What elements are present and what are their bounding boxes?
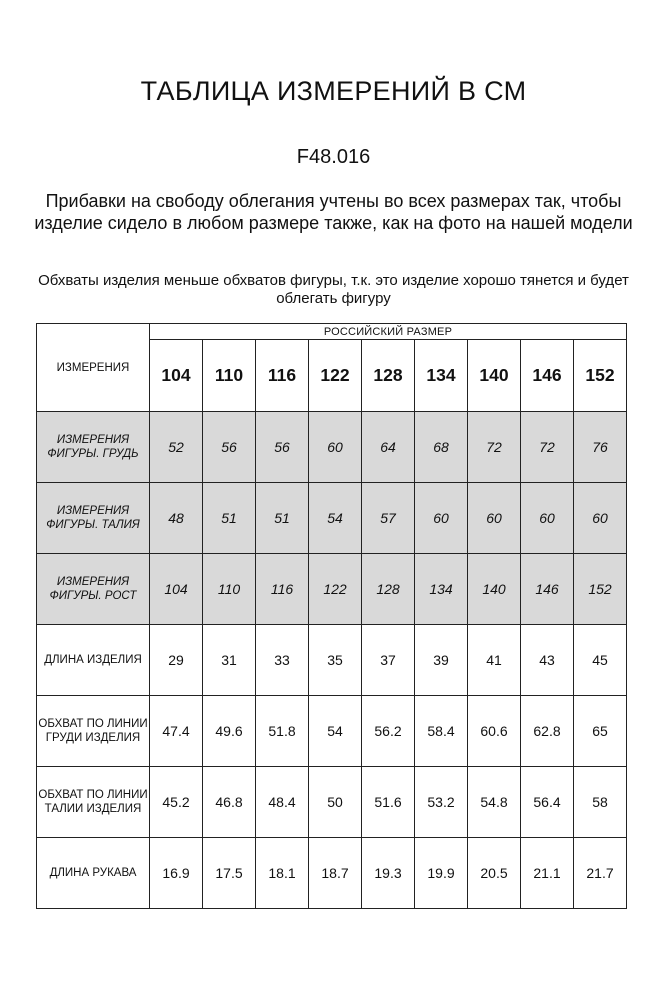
table-cell: 62.8 (521, 696, 574, 767)
table-cell: 54 (309, 483, 362, 554)
size-header: 110 (203, 340, 256, 412)
table-row (37, 483, 627, 554)
table-cell: 29 (150, 625, 203, 696)
fit-note: Прибавки на свободу облегания учтены во всех размерах так, чтобы изделие сидело в любом размере также, как на фото на нашей модели (34, 191, 633, 233)
size-header: 134 (415, 340, 468, 412)
table-cell: 43 (521, 625, 574, 696)
table-cell: 45.2 (150, 767, 203, 838)
table-cell: 45 (574, 625, 627, 696)
russian-size-header: РОССИЙСКИЙ РАЗМЕР (150, 324, 627, 340)
table-cell: 65 (574, 696, 627, 767)
table-cell: 37 (362, 625, 415, 696)
table-cell: 76 (574, 412, 627, 483)
table-row (37, 838, 627, 909)
size-header: 104 (150, 340, 203, 412)
table-cell: 19.9 (415, 838, 468, 909)
row-label: ИЗМЕРЕНИЯ ФИГУРЫ. ГРУДЬ (37, 412, 150, 483)
table-cell: 53.2 (415, 767, 468, 838)
size-header: 128 (362, 340, 415, 412)
table-cell: 146 (521, 554, 574, 625)
table-cell: 48.4 (256, 767, 309, 838)
table-cell: 64 (362, 412, 415, 483)
size-header: 146 (521, 340, 574, 412)
stretch-note: Обхваты изделия меньше обхватов фигуры, т.к. это изделие хорошо тянется и будет облегать фигуру (38, 272, 629, 307)
table-cell: 68 (415, 412, 468, 483)
table-cell: 31 (203, 625, 256, 696)
table-cell: 104 (150, 554, 203, 625)
table-row (37, 625, 627, 696)
table-cell: 60 (309, 412, 362, 483)
page-title: ТАБЛИЦА ИЗМЕРЕНИЙ В СМ (140, 76, 527, 106)
table-cell: 56.4 (521, 767, 574, 838)
table-cell: 35 (309, 625, 362, 696)
table-cell: 72 (468, 412, 521, 483)
table-cell: 54 (309, 696, 362, 767)
table-cell: 39 (415, 625, 468, 696)
row-label: ОБХВАТ ПО ЛИНИИ ТАЛИИ ИЗДЕЛИЯ (37, 767, 150, 838)
row-label: ИЗМЕРЕНИЯ ФИГУРЫ. ТАЛИЯ (37, 483, 150, 554)
table-cell: 51 (256, 483, 309, 554)
table-cell: 19.3 (362, 838, 415, 909)
table-cell: 41 (468, 625, 521, 696)
table-row (37, 696, 627, 767)
table-cell: 128 (362, 554, 415, 625)
size-header: 140 (468, 340, 521, 412)
table-cell: 58 (574, 767, 627, 838)
table-cell: 54.8 (468, 767, 521, 838)
table-cell: 116 (256, 554, 309, 625)
table-cell: 60 (521, 483, 574, 554)
table-cell: 110 (203, 554, 256, 625)
table-cell: 51.6 (362, 767, 415, 838)
table-cell: 47.4 (150, 696, 203, 767)
size-table (36, 323, 627, 909)
row-label: ИЗМЕРЕНИЯ ФИГУРЫ. РОСТ (37, 554, 150, 625)
table-cell: 17.5 (203, 838, 256, 909)
table-cell: 51 (203, 483, 256, 554)
table-cell: 60 (574, 483, 627, 554)
table-cell: 21.1 (521, 838, 574, 909)
table-cell: 46.8 (203, 767, 256, 838)
table-cell: 60 (468, 483, 521, 554)
table-row (37, 554, 627, 625)
table-cell: 56 (203, 412, 256, 483)
table-cell: 51.8 (256, 696, 309, 767)
table-cell: 140 (468, 554, 521, 625)
table-cell: 16.9 (150, 838, 203, 909)
table-cell: 134 (415, 554, 468, 625)
table-cell: 60 (415, 483, 468, 554)
table-cell: 18.7 (309, 838, 362, 909)
table-row (37, 767, 627, 838)
table-cell: 50 (309, 767, 362, 838)
table-cell: 20.5 (468, 838, 521, 909)
table-cell: 57 (362, 483, 415, 554)
table-cell: 49.6 (203, 696, 256, 767)
row-label: ДЛИНА ИЗДЕЛИЯ (37, 625, 150, 696)
size-header: 122 (309, 340, 362, 412)
measurements-header: ИЗМЕРЕНИЯ (37, 324, 150, 412)
table-cell: 48 (150, 483, 203, 554)
table-cell: 58.4 (415, 696, 468, 767)
table-cell: 56.2 (362, 696, 415, 767)
table-cell: 152 (574, 554, 627, 625)
row-label: ОБХВАТ ПО ЛИНИИ ГРУДИ ИЗДЕЛИЯ (37, 696, 150, 767)
table-cell: 122 (309, 554, 362, 625)
size-header: 116 (256, 340, 309, 412)
article-code: F48.016 (296, 146, 371, 168)
table-row (37, 412, 627, 483)
table-cell: 52 (150, 412, 203, 483)
table-cell: 21.7 (574, 838, 627, 909)
table-cell: 18.1 (256, 838, 309, 909)
table-cell: 72 (521, 412, 574, 483)
table-cell: 60.6 (468, 696, 521, 767)
table-cell: 56 (256, 412, 309, 483)
size-header: 152 (574, 340, 627, 412)
row-label: ДЛИНА РУКАВА (37, 838, 150, 909)
table-cell: 33 (256, 625, 309, 696)
